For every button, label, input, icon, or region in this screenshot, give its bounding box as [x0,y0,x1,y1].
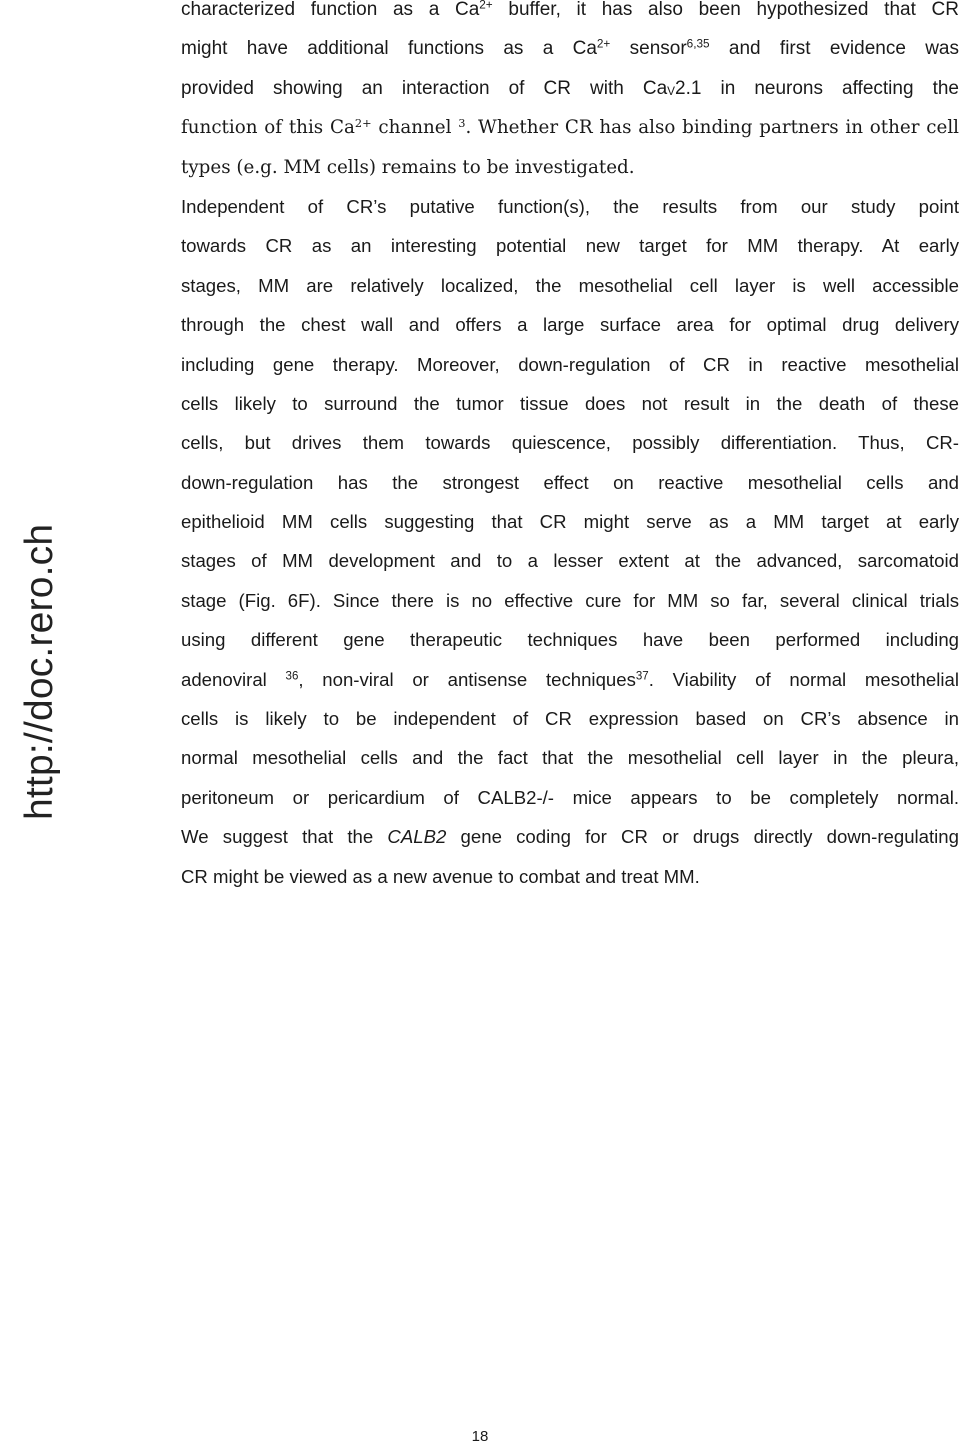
text-line: stages, MM are relatively localized, the mesothelial cell layer is well accessible [181,274,959,296]
text-line: stage (Fig. 6F). Since there is no effective cure for MM so far, several clinical trials [181,589,959,611]
text-line: Independent of CR’s putative function(s), the results from our study point [181,195,959,217]
text-line: stages of MM development and to a lesser extent at the advanced, sarcomatoid [181,550,959,572]
text-line: including gene therapy. Moreover, down-regulation of CR in reactive mesothelial [181,353,959,375]
text-line: adenoviral $^{36}$, non-viral or antisense techniques$^{37}$. Viability of normal mesothelial [181,668,959,690]
text-line: using different gene therapeutic techniques have been performed including [181,629,959,651]
text-line: characterized function as a $Ca^{2+}$ buffer, it has also been hypothesized that CR [181,0,959,20]
text-line: cells, but drives them towards quiescence, possibly differentiation. Thus, CR- [181,432,959,454]
text-line: CR might be viewed as a new avenue to combat and treat MM. [181,865,700,887]
text-line: down-regulation has the strongest effect on reactive mesothelial cells and [181,471,959,493]
watermark-text: http://doc.rero.ch [18,523,61,820]
text-line: cells likely to surround the tumor tissue does not result in the death of these [181,392,959,414]
text-line: normal mesothelial cells and the fact that the mesothelial cell layer in the pleura, [181,747,959,769]
text-line: cells is likely to be independent of CR expression based on CR’s absence in [181,708,959,730]
text-line: We suggest that the CALB2 gene coding for CR or drugs directly down-regulating [181,826,959,848]
body-text [181,0,959,896]
text-line: peritoneum or pericardium of CALB2-/- mice appears to be completely normal. [181,786,959,808]
text-line: types (e.g. MM cells) remains to be investigated. [181,156,635,178]
text-line: towards CR as an interesting potential new target for MM therapy. At early [181,235,959,257]
text-line: might have additional functions as a $Ca^{2+}$ sensor$^{6,35}$ and first evidence was [181,37,959,60]
page-number: 18 [471,1428,489,1445]
gene-name: CALB2 [387,826,447,848]
text-line: provided showing an interaction of CR with $Ca_V2.1$ in neurons affecting the [181,77,959,99]
text-line: through the chest wall and offers a large surface area for optimal drug delivery [181,314,959,336]
text-line: epithelioid MM cells suggesting that CR might serve as a MM target at early [181,511,959,533]
text-line: function of this $Ca^{2+}$ channel $^3$. Whether CR has also binding partners in other cell [181,115,959,139]
